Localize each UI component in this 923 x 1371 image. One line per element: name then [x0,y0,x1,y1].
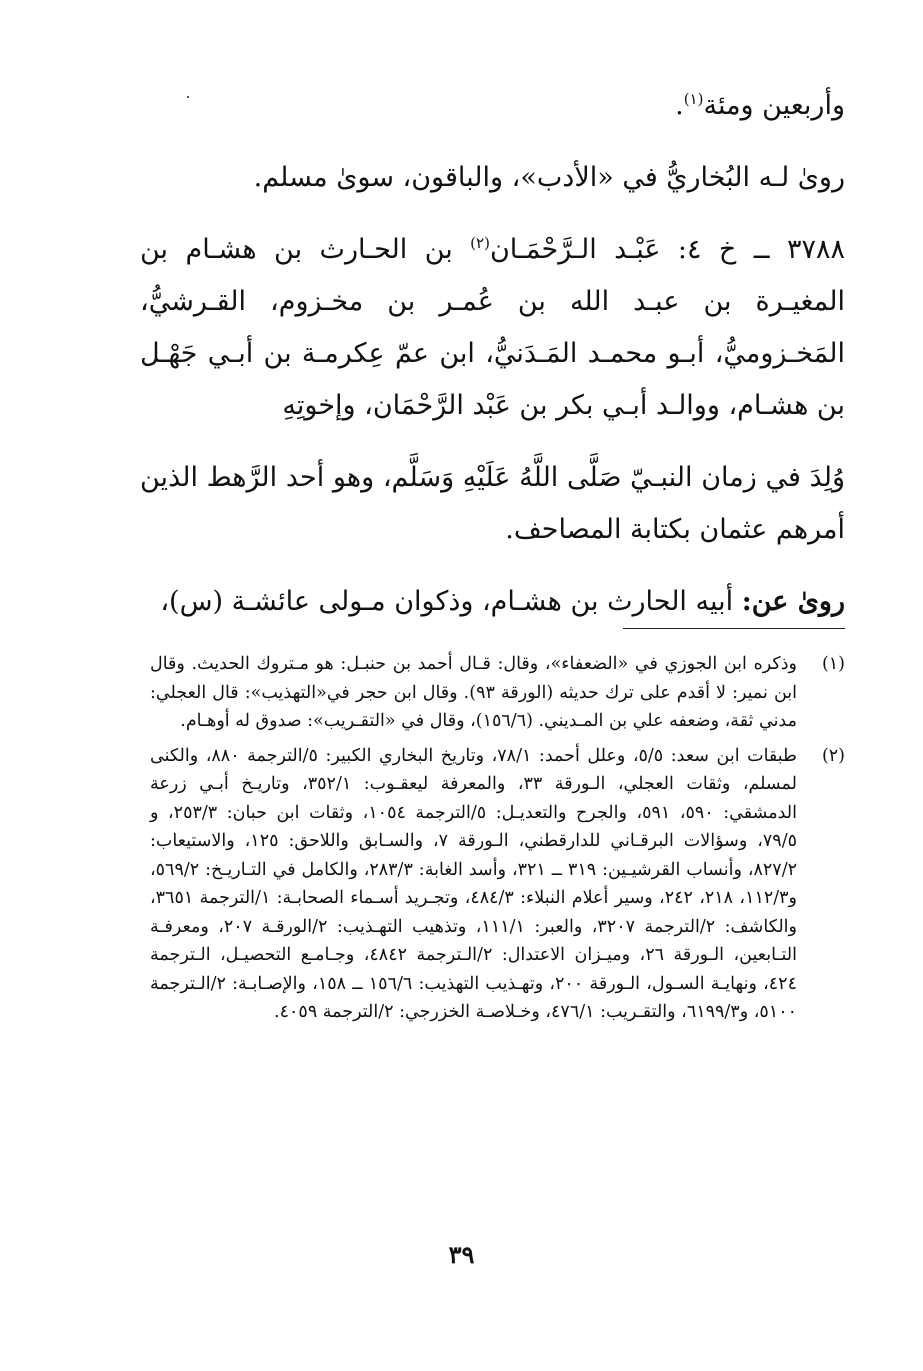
entry-heading: ٣٧٨٨ ــ خ ٤: عَبْـد الـرَّحْمَـان [489,234,846,265]
biography-entry [140,224,845,432]
riwaya-paragraph: روىٰ لـه البُخاريُّ في «الأدب»، والباقون، سوىٰ مسلم. [253,162,845,193]
footnote-text: طبقات ابن سعد: ٥/٥، وعلل أحمد: ٧٨/١، وتاريخ البخاري الكبير: ٥/الترجمة ٨٨٠، والكنى لمسلم، وثقات العجلي، الـورقة ٣٣، والمعرفة ليعقـوب: ٣٥٢/١، وتاريـخ أبـي زرعة الدمشقي: ٥٩٠، ٥٩١، والجرح والتعديـل: ٥/الترجمة ١٠٥٤، وثقات ابن حبان: ٢٥٣/٣، و ٧٩/٥، وسؤالات البرقـاني للدارقطني، الـورقة ٧، والسـابق واللاحق: ١٢٥، والاستيعاب: ٨٢٧/٢، وأنساب القرشيـين: ٣١٩ ــ ٣٢١، وأسد الغابة: ٢٨٣/٣، والكامل في التـاريـخ: ٥٦٩/٢، و١١٢/٣، ٢١٨، ٢٤٢، وسير أعلام النبلاء: ٤٨٤/٣، وتجـريد أسـماء الصحابـة: ١/الترجمة ٣٦٥١، والكاشف: ٢/الترجمة ٣٢٠٧، والعبر: ١١١/١، وتذهيب التهـذيب: ٢/الورقـة ٢٠٧، ومعرفـة التـابعين، الـورقة ٢٦، وميـزان الاعتدال: ٢/الـترجمة ٤٨٤٢، وجـامـع التحصيـل، الـترجمة ٤٢٤، ونهايـة السـول، الـورقة ٢٠٠، وتهـذيب التهذيب: ١٥٦/٦ ــ ١٥٨، والإصـابـة: ٢/الـترجمة ٥١٠٠، و٦١٩٩/٣، والتقـريب: ٤٧٦/١، وخـلاصـة الخزرجي: ٢/الترجمة ٤٠٥٩. [150,745,798,1022]
footnote-number: (١) [821,654,845,674]
continuation-line: وأربعين ومئة$^{(١)}$. [675,90,845,121]
footnote-separator [623,628,845,629]
footnote-number: (٢) [821,745,845,766]
birth-paragraph: وُلِدَ في زمان النبـيّ صَلَّى اللَّهُ عَلَيْهِ وَسَلَّم، وهو أحد الرَّهط الذين أمرهم عثمان بكتابة المصاحف. [140,462,845,545]
narrated-from-label: روىٰ عن: [741,586,845,617]
footnote-2 [150,742,845,1027]
footnote-ref-1: (١) [683,90,704,108]
narrated-from-paragraph [140,576,845,628]
main-text [140,80,845,628]
entry-body: بن الحـارث بن هشـام بن المغيـرة بن عبـد الله بن عُمـر بن مخـزوم، القـرشيُّ، المَخـزوميُّ، أبـو محمـد المَـدَنيُّ، ابن عمّ عِكرمـة بن أبـي جَهْـل بن هشـام، ووالـد أبـي بكر بن عَبْد الرَّحْمَان، وإخوتِهِ [140,234,845,421]
footnote-1 [150,650,845,736]
footnote-ref-2: (٢) [470,234,490,252]
narrated-from-text: أبيه الحارث بن هشـام، وذكوان مـولى عائشـة (س)، [160,586,742,617]
footnotes [150,650,845,1033]
page-number: ٣٩ [448,1240,475,1269]
footnote-text: وذكره ابن الجوزي في «الضعفاء»، وقال: قـال أحمد بن حنبـل: هو مـتروك الحديث. وقال ابن نمير: لا أقدم على ترك حديثه (الورقة ٩٣). وقال ابن حجر في«التهذيب»: قال العجلي: مدني ثقة، وضعفه علي بن المـديني. (١٥٦/٦)، وقال في «التقـريب»: صدوق له أوهـام. [150,654,797,731]
